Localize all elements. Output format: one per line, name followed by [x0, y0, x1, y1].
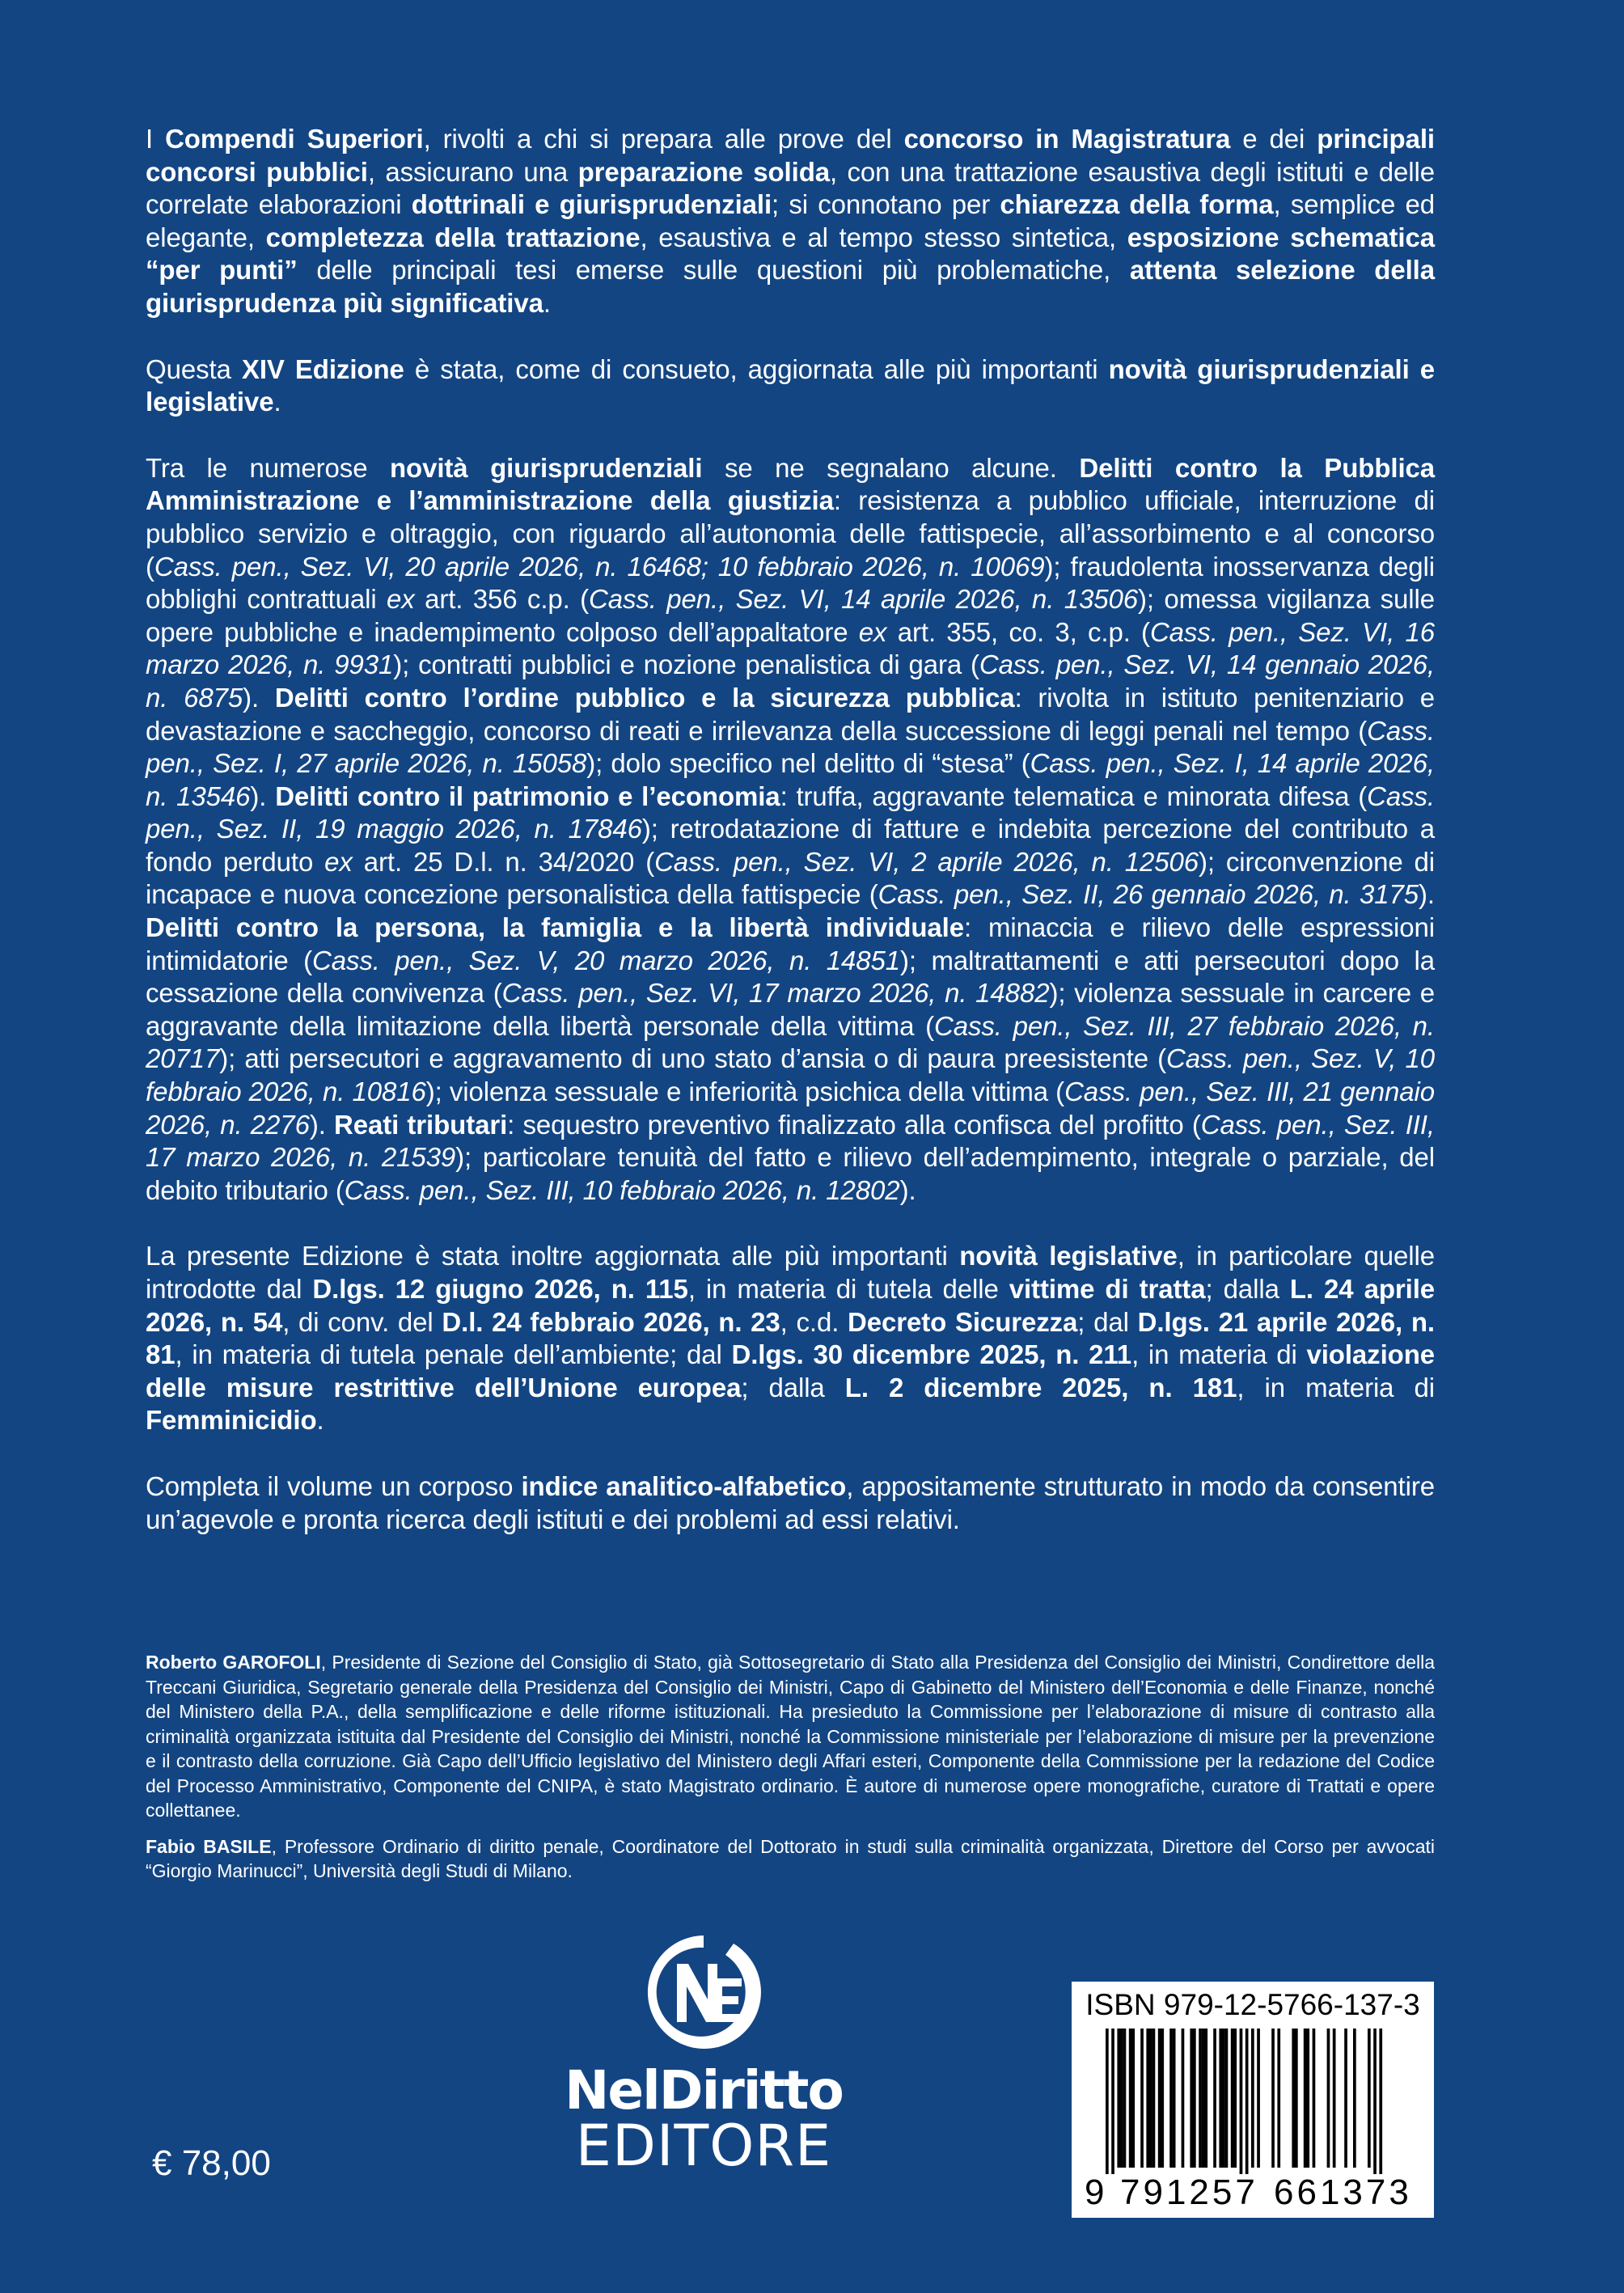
edition-paragraph: Questa XIV Edizione è stata, come di consueto, aggiornata alle più importanti novità giurisprudenziali e legislative. — [146, 353, 1435, 417]
barcode-bar — [1158, 2029, 1161, 2168]
barcode-bar — [1173, 2029, 1176, 2168]
ean-right-digits: 661373 — [1274, 2172, 1412, 2212]
barcode-bar — [1231, 2029, 1234, 2168]
barcode-bar — [1117, 2029, 1120, 2168]
barcode-bar — [1233, 2029, 1237, 2168]
barcode-bar — [1129, 2029, 1132, 2168]
barcode-bar — [1222, 2029, 1225, 2168]
jurisprudence-paragraph: Tra le numerose novità giurisprudenziali se ne segnalano alcune. Delitti contro la Pubblica Amministrazione e l’amministrazione della giustizia: resistenza a pubblico ufficiale, interruzione di pubblico servizio e oltraggio, con riguardo all’autonomia delle fattispecie, all’assorbimento e al concorso (Cass. pen., Sez. VI, 20 aprile 2026, n. 16468; 10 febbraio 2026, n. 10069); fraudolenta inosservanza degli obblighi contrattuali ex art. 356 c.p. (Cass. pen., Sez. VI, 14 aprile 2026, n. 13506); omessa vigilanza sulle opere pubbliche e inadempimento colposo dell’appaltatore ex art. 355, co. 3, c.p. (Cass. pen., Sez. VI, 16 marzo 2026, n. 9931); contratti pubblici e nozione penalistica di gara (Cass. pen., Sez. VI, 14 gennaio 2026, n. 6875). Delitti contro l’ordine pubblico e la sicurezza pubblica: rivolta in istituto penitenziario e devastazione e saccheggio, concorso di reati e irrilevanza della successione di leggi penali nel tempo (Cass. pen., Sez. I, 27 aprile 2026, n. 15058); dolo specifico nel delitto di “stesa” (Cass. pen., Sez. I, 14 aprile 2026, n. 13546). Delitti contro il patrimonio e l’economia: truffa, aggravante telematica e minorata difesa (Cass. pen., Sez. II, 19 maggio 2026, n. 17846); retrodatazione di fatture e indebita percezione del contributo a fondo perduto ex art. 25 D.l. n. 34/2020 (Cass. pen., Sez. VI, 2 aprile 2026, n. 12506); circonvenzione di incapace e nuova concezione personalistica della fattispecie (Cass. pen., Sez. II, 26 gennaio 2026, n. 3175). Delitti contro la persona, la famiglia e la libertà individuale: minaccia e rilievo delle espressioni intimidatorie (Cass. pen., Sez. V, 20 marzo 2026, n. 14851); maltrattamenti e atti persecutori dopo la cessazione della convivenza (Cass. pen., Sez. VI, 17 marzo 2026, n. 14882); violenza sessuale in carcere e aggravante della limitazione della libertà personale della vittima (Cass. pen., Sez. III, 27 febbraio 2026, n. 20717); atti persecutori e aggravamento di uno stato d’ansia o di paura preesistente (Cass. pen., Sez. V, 10 febbraio 2026, n. 10816); violenza sessuale e inferiorità psichica della vittima (Cass. pen., Sez. III, 21 gennaio 2026, n. 2276). Reati tributari: sequestro preventivo finalizzato alla confisca del profitto (Cass. pen., Sez. III, 17 marzo 2026, n. 21539); particolare tenuità del fatto e rilievo dell’adempimento, integrale o parziale, del debito tributario (Cass. pen., Sez. III, 10 febbraio 2026, n. 12802). — [146, 452, 1436, 1205]
barcode-bar — [1111, 2029, 1114, 2174]
legislation-paragraph: La presente Edizione è stata inoltre aggiornata alle più importanti novità legislative, in particolare quelle introdotte dal D.lgs. 12 giugno 2026, n. 115, in materia di tutela delle vittime di tratta; dalla L. 24 aprile 2026, n. 54, di conv. del D.l. 24 febbraio 2026, n. 23, c.d. Decreto Sicurezza; dal D.lgs. 21 aprile 2026, n. 81, in materia di tutela penale dell’ambiente; dal D.lgs. 30 dicembre 2025, n. 211, in materia di violazione delle misure restrittive dell’Unione europea; dalla L. 2 dicembre 2025, n. 181, in materia di Femminicidio. — [146, 1241, 1436, 1436]
barcode-bar — [1306, 2029, 1309, 2168]
author-bios — [146, 1650, 1435, 1895]
barcode-bar — [1190, 2029, 1193, 2168]
barcode-bar — [1327, 2029, 1330, 2168]
publisher-monogram-icon — [645, 1933, 763, 2051]
ean-left-digits: 791257 — [1120, 2172, 1258, 2212]
barcode-bar — [1225, 2029, 1229, 2168]
barcode-bar — [1120, 2029, 1123, 2168]
publisher-name: NelDiritto — [565, 2059, 843, 2122]
barcode-bar — [1202, 2029, 1205, 2168]
barcode-bar — [1368, 2029, 1371, 2168]
barcode-bar — [1353, 2029, 1356, 2168]
publisher-subtitle: EDITORE — [575, 2113, 832, 2179]
barcode-bar — [1213, 2029, 1216, 2168]
barcode-bar — [1257, 2029, 1260, 2168]
barcode-bar — [1344, 2029, 1347, 2168]
barcode-bar — [1373, 2029, 1377, 2174]
barcode-bar — [1295, 2029, 1298, 2168]
author-bio-basile: Fabio BASILE, Professore Ordinario di diritto penale, Coordinatore del Dottorato in studi sulla criminalità organizzata, Direttore del Corso per avvocati “Giorgio Marinucci”, Università degli Studi di Milano. — [146, 1835, 1435, 1881]
barcode-bar — [1140, 2029, 1144, 2168]
barcode-bar — [1131, 2029, 1135, 2168]
author-bio-garofoli: Roberto GAROFOLI, Presidente di Sezione del Consiglio di Stato, già Sottosegretario di Stato alla Presidenza del Consiglio dei Ministri, Condirettore della Treccani Giuridica, Segretario generale della Presidenza del Consiglio dei Ministri, Capo di Gabinetto del Ministero dell’Economia e delle Finanze, nonché del Ministero della P.A., della semplificazione e delle riforme istituzionali. Ha presieduto la Commissione per l’elaborazione di misure di contrasto alla criminalità organizzata istituita dal Presidente del Consiglio dei Ministri, nonché la Commissione ministeriale per l’elaborazione di misure per la prevenzione e il contrasto della corruzione. Già Capo dell’Ufficio legislativo del Ministero degli Affari esteri, Componente della Commissione per la redazione del Codice del Processo Amministrativo, Componente del CNIPA, è stato Magistrato ordinario. È autore di numerose opere monografiche, curatore di Trattati e opere collettanee. — [146, 1652, 1436, 1821]
price: € 78,00 — [152, 2143, 271, 2183]
ean-digits — [1072, 2172, 1434, 2213]
barcode-bar — [1304, 2029, 1307, 2168]
barcode-bar — [1271, 2029, 1275, 2168]
isbn-barcode — [1072, 1982, 1434, 2218]
barcode-bar — [1193, 2029, 1196, 2168]
barcode-bars — [1083, 2029, 1423, 2174]
barcode-bar — [1245, 2029, 1249, 2174]
barcode-bar — [1292, 2029, 1295, 2168]
barcode-bar — [1182, 2029, 1185, 2168]
index-paragraph: Completa il volume un corposo indice analitico-alfabetico, appositamente strutturato in modo da consentire un’agevole e pronta ricerca degli istituti e dei problemi ad essi relativi. — [146, 1470, 1435, 1534]
barcode-bar — [1333, 2029, 1336, 2168]
barcode-bar — [1277, 2029, 1280, 2168]
barcode-bar — [1204, 2029, 1207, 2168]
barcode-bar — [1251, 2029, 1254, 2168]
back-cover-text — [146, 123, 1435, 1536]
barcode-bar — [1106, 2029, 1109, 2174]
author-name: Fabio BASILE — [146, 1835, 272, 1857]
ean-first-digit: 9 — [1085, 2172, 1105, 2212]
barcode-bar — [1240, 2029, 1243, 2174]
publisher-logo — [542, 1933, 865, 2179]
barcode-bar — [1152, 2029, 1156, 2168]
barcode-bar — [1149, 2029, 1152, 2168]
barcode-bar — [1313, 2029, 1316, 2168]
barcode-bar — [1199, 2029, 1202, 2168]
barcode-bar — [1146, 2029, 1149, 2168]
isbn-label: ISBN 979-12-5766-137-3 — [1085, 1988, 1420, 2021]
author-name: Roberto GAROFOLI — [146, 1652, 321, 1673]
barcode-bar — [1169, 2029, 1173, 2168]
barcode-bar — [1161, 2029, 1164, 2168]
barcode-bar — [1219, 2029, 1222, 2168]
barcode-bar — [1123, 2029, 1127, 2168]
barcode-bar — [1379, 2029, 1382, 2174]
intro-paragraph: I Compendi Superiori, rivolti a chi si prepara alle prove del concorso in Magistratura e dei principali concorsi pubblici, assicurano una preparazione solida, con una trattazione esaustiva degli istituti e delle correlate elaborazioni dottrinali e giurisprudenziali; si connotano per chiarezza della forma, semplice ed elegante, completezza della trattazione, esaustiva e al tempo stesso sintetica, esposizione schematica “per punti” delle principali tesi emerse sulle questioni più problematiche, attenta selezione della giurisprudenza più significativa. — [146, 124, 1436, 318]
